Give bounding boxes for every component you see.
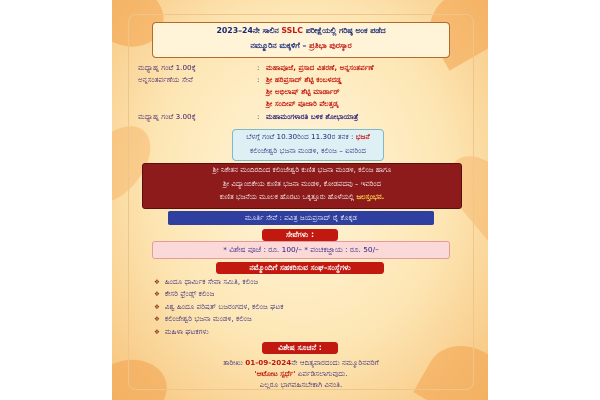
donor-3: ಶ್ರೀ ಸಂದೀಪ್ ಪೂಜಾರಿ ಪೆಲತ್ತಡ್ಕ: [266, 99, 339, 108]
bhajane-time: ಬೆಳಗ್ಗೆ ಗಂಟೆ 10.30ರಿಂದ 11.30ರ ತನಕ :: [246, 132, 356, 141]
bhajane-box: [232, 129, 384, 161]
notice-line-2: [136, 368, 466, 379]
services-line: * ವಿಶೇಷ ಪೂಜೆ : ರೂ. 100/– * ಪಂಚಕಜ್ಜಾಯ : ರೂ. 50/–: [152, 241, 450, 259]
header-sslc: SSLC: [281, 26, 303, 35]
list-item: ❖ ಕಲಿಂಜೇಶ್ವರಿ ಭಜನಾ ಮಂಡಳಿ, ಕಲಿಂಜ: [154, 313, 454, 325]
organizations-list: [154, 276, 454, 338]
header-text: ನಮ್ಮೂರಿನ ಮಕ್ಕಳಿಗೆ –: [250, 41, 310, 50]
list-item: ❖ ಮಹಿಳಾ ಘಟಕಗಳು: [154, 326, 454, 338]
bhajane-line-1: [233, 130, 383, 144]
notice-title: ವಿಶೇಷ ಸೂಚನೆ :: [262, 342, 338, 354]
immersion-highlight: ಜಲಸ್ತಂಭನ.: [356, 193, 385, 201]
donor-1: ಶ್ರೀ ಹರಿಪ್ರಸಾದ್ ಶೆಟ್ಟಿ ಕಂಬಳದಡ್ಡ: [266, 75, 342, 84]
notice-body: [136, 357, 466, 390]
afternoon-program: ಮಹಾಮಂಗಳಾರತಿ ಬಳಿಕ ಶೋಭಾಯಾತ್ರೆ: [266, 112, 359, 121]
notice-line-1: [136, 357, 466, 368]
procession-line-1: ಶ್ರೀ ನಿಕೇತನ ಮಂದಿರದಿಂದ ಕಲಿಂಜೇಶ್ವರಿ ಕುಣಿತ ಭಜನಾ ಮಂಡಳಿ, ಕಲಿಂಜ ಹಾಗೂ: [212, 166, 392, 174]
midday-time-label: ಮಧ್ಯಾಹ್ನ ಗಂಟೆ 1.00ಕ್ಕೆ: [138, 63, 196, 72]
midday-program: ಮಹಾಪೂಜೆ, ಪ್ರಸಾದ ವಿತರಣೆ, ಅನ್ನಸಂತರ್ಪಣೆ: [266, 63, 374, 72]
list-item: ❖ ಕೇಸರಿ ಫ್ರೆಂಡ್ಸ್ ಕಲಿಂಜ: [154, 288, 454, 300]
organizations-title: ನಮ್ಮೊಂದಿಗೆ ಸಹಕರಿಸುವ ಸಂಘ–ಸಂಸ್ಥೆಗಳು: [216, 262, 384, 274]
annadana-label: ಅನ್ನಸಂತರ್ಪಣೆಯ ಸೇವೆ: [138, 75, 193, 84]
notice-text: ತಾರೀಖು: [223, 358, 246, 367]
notice-date: 01-09-2024: [245, 358, 292, 367]
procession-text: ಕುಣಿತ ಭಜನೆಯ ಮೂಲಕ ಹೊರಟು ಒಕ್ಕತ್ತೂರು ಹೊಳೆಯಲ್ಲಿ: [219, 193, 357, 201]
services-title: ಸೇವೆಗಳು :: [262, 229, 338, 241]
procession-line-3: [143, 191, 461, 205]
afternoon-time-label: ಮಧ್ಯಾಹ್ನ ಗಂಟೆ 3.00ಕ್ಕೆ: [138, 112, 196, 121]
murthi-seva-bar: ಮೂರ್ತಿ ಸೇವೆ : ಪವಿತ್ರ ಜಯಪ್ರಸಾದ್ ರೈ ಕೊಕ್ಕಡ: [168, 211, 434, 225]
event-poster: [112, 0, 488, 400]
header-award: ಪ್ರತಿಭಾ ಪುರಸ್ಕಾರ: [309, 41, 352, 50]
header-line-1: [153, 23, 449, 38]
header-banner: [152, 22, 450, 58]
notice-text: ಏರ್ಪಡಿಸಲಾಗುವುದು.: [295, 369, 348, 378]
list-item: ❖ ವಿಶ್ವ ಹಿಂದೂ ಪರಿಷತ್ ಬಜರಂಗದಳ, ಕಲಿಂಜ ಘಟಕ: [154, 301, 454, 313]
bhajane-title: ಭಜನೆ: [355, 132, 370, 141]
separator: :: [257, 63, 260, 72]
list-item: ❖ ಹಿಂದೂ ಧಾರ್ಮಿಕ ಸೇವಾ ಸಮಿತಿ, ಕಲಿಂಜ: [154, 276, 454, 288]
separator: :: [257, 112, 260, 121]
notice-text: ನೇ ಆದಿತ್ಯವಾರದಂದು ನಮ್ಮೂರಿನವರಿಗೆ: [291, 358, 379, 367]
notice-line-3: ಎಲ್ಲರೂ ಭಾಗವಹಿಸಬೇಕಾಗಿ ವಿನಂತಿ.: [259, 380, 343, 389]
procession-line-2: ಶ್ರೀ ವಿದ್ಯಾಂಬಿಕೇಯ ಕುಣಿತ ಭಜನಾ ಮಂಡಳಿ, ಕೋಡಪದವು – ಇವರಿಂದ: [222, 179, 382, 188]
procession-box: [142, 163, 462, 209]
separator: :: [257, 75, 260, 84]
sports-event: 'ಆಟೋಟ ಸ್ಪರ್ಧೆ': [254, 369, 296, 378]
header-line-2: [153, 38, 449, 53]
donor-2: ಶ್ರೀ ಅಭಿಲಾಷ್ ಶೆಟ್ಟಿ ಮಾರ್ಡಾರ್: [266, 87, 340, 96]
header-text: 2023–24ನೇ ಸಾಲಿನ: [216, 26, 282, 35]
header-text: ಪರೀಕ್ಷೆಯಲ್ಲಿ ಗರಿಷ್ಠ ಅಂಕ ಪಡೆದ: [303, 26, 386, 35]
bhajane-line-2: ಕಲಿಂಜೇಶ್ವರಿ ಭಜನಾ ಮಂಡಳಿ, ಕಲಿಂಜ – ಐವರಿಂದ: [249, 146, 366, 155]
